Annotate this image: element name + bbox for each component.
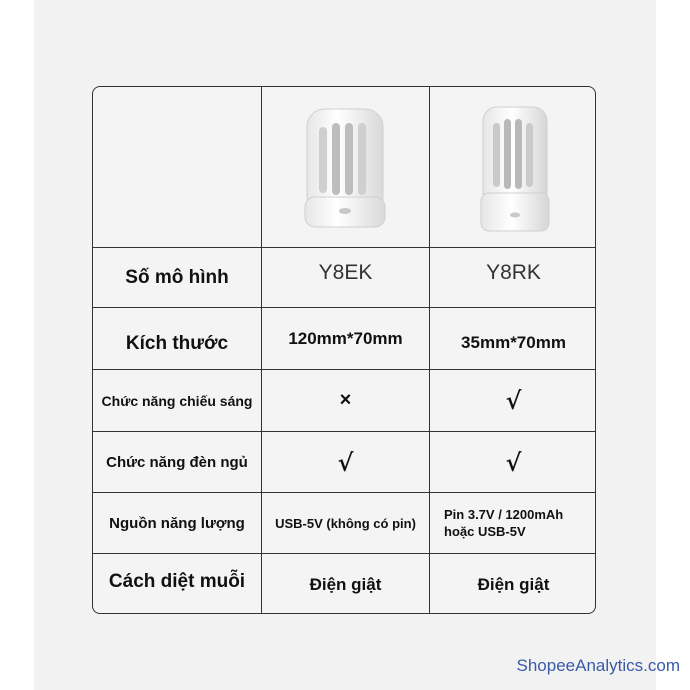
y8ek-night-light-check-icon: √: [337, 447, 354, 477]
row-label-size: Kích thước: [125, 332, 229, 354]
comparison-table: [92, 86, 596, 614]
y8rk-kill-method: Điện giật: [477, 574, 550, 594]
watermark: ShopeeAnalytics.com: [516, 656, 680, 675]
row-label-night-light: Chức năng đèn ngủ: [106, 453, 248, 471]
y8ek-kill-method: Điện giật: [309, 574, 382, 594]
y8ek-power: USB-5V (không có pin): [275, 515, 416, 531]
y8rk-power-line-2: hoặc USB-5V: [444, 524, 526, 539]
y8rk-power-line-1: Pin 3.7V / 1200mAh: [444, 507, 564, 522]
y8ek-model: Y8EK: [318, 260, 373, 284]
product-y8rk-image: [473, 103, 557, 237]
y8ek-lighting-cross-icon: ×: [339, 389, 352, 411]
row-label-model: Số mô hình: [125, 266, 229, 288]
y8ek-size: 120mm*70mm: [288, 328, 403, 348]
row-label-power: Nguồn năng lượng: [109, 514, 245, 532]
product-y8ek-image: [299, 105, 391, 233]
y8rk-lighting-check-icon: √: [505, 386, 522, 415]
row-label-kill-method: Cách diệt muỗi: [108, 570, 246, 592]
row-label-lighting: Chức năng chiếu sáng: [101, 392, 253, 409]
page-edge-left: [0, 0, 34, 690]
y8rk-size: 35mm*70mm: [461, 332, 566, 352]
y8rk-model: Y8RK: [486, 260, 541, 284]
y8rk-power: [430, 493, 596, 553]
y8rk-night-light-check-icon: √: [505, 447, 522, 477]
page-edge-right: [656, 0, 690, 690]
